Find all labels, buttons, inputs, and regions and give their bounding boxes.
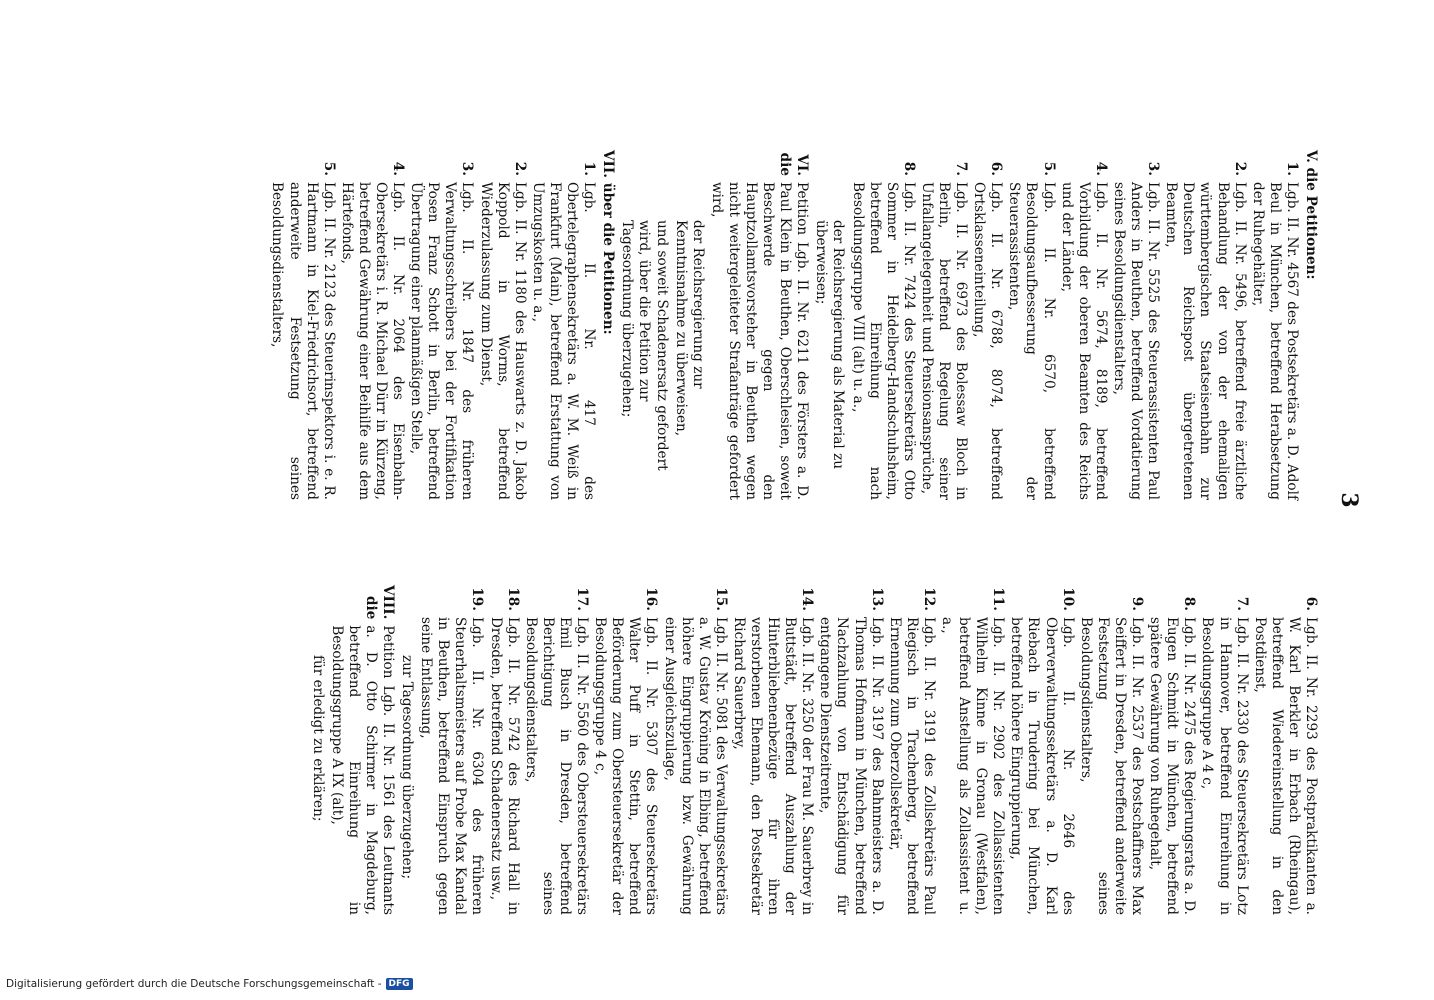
item-number: 3.	[459, 161, 476, 176]
item-number: 5.	[320, 161, 337, 176]
item-text: Lgb. II. Nr. 5496, betreffend freie ärztliche Behandlung der von der ehemaligen württembergischen Staatseisenbahn zur Deutschen Reichspost übergetretenen Beamten,	[1163, 182, 1248, 500]
item-number: 11.	[990, 587, 1007, 611]
list-item	[816, 585, 884, 915]
list-item	[1198, 585, 1249, 915]
item-number: 4.	[390, 161, 407, 176]
item-text: Lgb. II. Nr. 5674, 8189, betreffend Vorbildung der oberen Beamten des Reichs und der Länder,	[1058, 182, 1109, 500]
section-v-heading: V. die Petitionen:	[1303, 150, 1319, 280]
section-vi-heading: VI. die	[777, 152, 811, 176]
list-item	[1005, 150, 1056, 500]
list-item	[918, 150, 969, 500]
list-item	[529, 150, 597, 500]
item-number: 14.	[799, 587, 816, 611]
section-viii	[328, 585, 396, 915]
item-number: 17.	[574, 587, 591, 611]
item-text: Lgb. II. Nr. 3191 des Zollsekretärs Paul Riegisch in Trachenberg, betreffend Ernennung zum Oberzollsekretär,	[886, 617, 937, 915]
item-number: 2.	[511, 161, 528, 176]
list-item	[660, 585, 728, 915]
list-item	[522, 585, 590, 915]
list-item	[848, 150, 916, 500]
right-column	[307, 585, 1319, 915]
item-text: Lgb. II. Nr. 6570, betreffend Besoldungsaufbesserung der Steuerassistenten,	[1006, 182, 1057, 500]
list-item	[1146, 585, 1197, 915]
item-text: Lgb. II. Nr. 6304 des früheren Steuerhaltsmeisters auf Probe Max Kandal in Beuthen, betreffend Einspruch gegen seine Entlassung,	[418, 617, 486, 915]
kenntnis-instruction: der Reichsregierung zur Kenntnisnahme zu überweisen,	[672, 220, 706, 437]
item-number: 8.	[900, 161, 917, 176]
digitization-footer	[6, 978, 413, 990]
item-text: Lgb. II. Nr. 3197 des Bahnmeisters a. D. Thomas Hofmann in München, betreffend Nachzahlung von Entschädigung für entgangene Dienstzeitrente,	[817, 617, 885, 915]
item-number: 1.	[581, 161, 598, 176]
item-text: Lgb. II. Nr. 5307 des Steuersekretärs Walter Puff in Stettin, betreffend Beförderung zum Obersteuersekretär der Besoldungsgruppe 4 c,	[592, 617, 660, 915]
section-vii-heading: VII. über die Petitionen:	[600, 150, 617, 335]
list-item	[1058, 150, 1109, 500]
item-text: Lgb. II. Nr. 5525 des Steuerassistenten Paul Anders in Beuthen, betreffend Vordatierung seines Besoldungsdienstalters,	[1110, 182, 1162, 500]
item-text: Lgb. II. Nr. 6788, 8074, betreffend Ortsklasseneinteilung,	[971, 182, 1005, 500]
item-text: Lgb. II. Nr. 5560 des Obersteuersekretärs Emil Busch in Dresden, betreffend Berichtigung seines Besoldungsdienstalters,	[522, 617, 591, 915]
item-text: Lgb. II. Nr. 4567 des Postsekretärs a. D. Adolf Beul in München, betreffend Herabsetzung der Ruhegehälter,	[1249, 182, 1300, 500]
list-item	[268, 150, 336, 500]
erledigt-instruction: für erledigt zu erklären;	[309, 655, 326, 822]
section-viii-text: Petition Lgb. II. Nr. 1561 des Leutnants a. D. Otto Schirmer in Magdeburg, betreffend Einreihung in Besoldungsgruppe A IX (alt),	[328, 625, 397, 915]
left-column	[267, 150, 1319, 500]
item-text: Lgb. II. Nr. 7424 des Steuersekretärs Otto Sommer in Heidelberg-Handschuhsheim, betreffend Einreihung nach Besoldungsgruppe VIII (alt) u. a.,	[849, 182, 917, 500]
item-number: 9.	[1129, 596, 1146, 611]
list-item	[1007, 585, 1075, 915]
item-text: Lgb. II. Nr. 2537 des Postschaffners Max Seiffert in Dresden, betreffend anderweite Festsetzung seines Besoldungsdienstalters,	[1077, 617, 1146, 915]
list-item	[417, 585, 485, 915]
list-item	[338, 150, 406, 500]
section-viii-heading: VIII. die	[362, 585, 397, 620]
item-text: Lgb. II. Nr. 2902 des Zollassistenten Wilhelm Kinne in Gronau (Westfalen), betreffend Anstellung als Zollassistent u. a.,	[939, 617, 1007, 915]
dfg-logo: DFG	[386, 978, 413, 990]
list-item	[1077, 585, 1145, 915]
page-number: 3	[1336, 492, 1362, 508]
section-vi-text: Petition Lgb. II. Nr. 6211 des Försters a. D. Paul Klein in Beuthen, Oberschlesien, soweit Beschwerde gegen den Hauptzollamtsvorsteher in Beuthen wegen nicht weitergeleiteter Strafanträge gefordert wird,	[708, 182, 811, 500]
list-item	[1249, 150, 1300, 500]
item-number: 13.	[868, 587, 885, 611]
item-number: 16.	[643, 587, 660, 611]
list-item	[1162, 150, 1247, 500]
item-text: Lgb. II. Nr. 2293 des Postpraktikanten a. W. Karl Berkler in Erbach (Rheingau), betreffend Wiedereinstellung in den Postdienst,	[1251, 617, 1319, 915]
item-number: 18.	[504, 587, 521, 611]
item-text: Lgb. II. Nr. 2123 des Steuerinspektors i. e. R. Hartmann in Kiel-Friedrichsort, betreffend anderweite Festsetzung seines Besoldungsdienstalters,	[269, 182, 337, 500]
item-text: Lgb. II. Nr. 1180 des Hauswarts z. D. Jakob Koppold in Worms, betreffend Wiederzulassung zum Dienst,	[477, 182, 528, 500]
item-text: Lgb. II. Nr. 5742 des Richard Hall in Dresden, betreffend Schadenersatz usw.,	[487, 617, 521, 915]
footer-text: Digitalisierung gefördert durch die Deutsche Forschungsgemeinschaft -	[6, 978, 382, 990]
item-text: Lgb. II. Nr. 5081 des Verwaltungssekretärs a. W. Gustav Kröning in Elbing, betreffend höhere Eingruppierung bzw. Gewährung einer Ausgleichszulage,	[661, 617, 729, 915]
list-item	[591, 585, 659, 915]
section-v-list	[848, 150, 1299, 500]
item-text: Lgb. II. Nr. 2646 des Oberverwaltungssekretärs a. D. Karl Riebach in Trudering bei München, betreffend höhere Eingruppierung,	[1008, 617, 1076, 915]
item-number: 6.	[988, 161, 1005, 176]
list-item	[730, 585, 815, 915]
item-number: 12.	[920, 587, 937, 611]
item-number: 15.	[712, 587, 729, 611]
item-number: 8.	[1181, 596, 1198, 611]
list-item	[886, 585, 937, 915]
item-text: Lgb. II. Nr. 3250 der Frau M. Sauerbrey in Buttstädt, betreffend Auszahlung der Hinterbliebenenbezüge für ihren verstorbenen Ehemann, den Postsekretär Richard Sauerbrey,	[730, 617, 816, 915]
item-number: 10.	[1059, 587, 1076, 611]
section-vii-list	[268, 150, 597, 500]
list-item	[477, 150, 528, 500]
section-vii-continued-list	[417, 585, 1319, 915]
item-text: Lgb. II. Nr. 6973 des Bolessaw Bloch in Berlin, betreffend Regelung seiner Unfallangelegenheit und Pensionsansprüche,	[918, 182, 970, 500]
item-number: 5.	[1040, 161, 1057, 176]
item-number: 3.	[1145, 161, 1162, 176]
item-number: 19.	[469, 587, 486, 611]
list-item	[1251, 585, 1319, 915]
item-number: 1.	[1283, 161, 1300, 176]
item-text: Lgb. II. Nr. 2064 des Eisenbahn-Obersekretärs i. R. Michael Dürr in Kürzeng, betreffend Gewährung einer Beihilfe aus dem Härtefonds,	[338, 182, 407, 500]
item-number: 6.	[1303, 596, 1319, 611]
item-number: 7.	[953, 161, 970, 176]
material-instruction: der Reichsregierung als Material zu überweisen;	[813, 220, 847, 470]
item-text: Lgb. II. Nr. 417 des Obertelegraphensekretärs a. W. M. Weiß in Frankfurt (Main), betreffend Erstattung von Umzugskosten u. a.,	[529, 182, 598, 500]
schadenersatz-instruction: und soweit Schadenersatz gefordert wird, über die Petition zur Tagesordnung überzugehen;	[619, 220, 670, 471]
list-item	[407, 150, 475, 500]
list-item	[1110, 150, 1161, 500]
list-item	[970, 150, 1004, 500]
tagesordnung-instruction: zur Tagesordnung überzugehen;	[399, 655, 416, 880]
item-number: 2.	[1231, 161, 1248, 176]
list-item	[487, 585, 521, 915]
section-vi	[708, 150, 811, 500]
item-text: Lgb. II. Nr. 2475 des Regierungsrats a. D. Eugen Schmidt in München, betreffend spätere Gewährung von Ruhegehalt,	[1147, 617, 1198, 915]
item-text: Lgb. II. Nr. 1847 des früheren Verwaltungsschreibers bei der Fortifikation Posen Franz Schott in Berlin, betreffend Übertragung einer planmäßigen Stelle,	[408, 182, 476, 500]
item-number: 7.	[1233, 596, 1250, 611]
item-text: Lgb. II. Nr. 2330 des Steuersekretärs Lotz in Hannover, betreffend Einreihung in Besoldungsgruppe A 4 c,	[1199, 617, 1250, 915]
list-item	[938, 585, 1006, 915]
item-number: 4.	[1092, 161, 1109, 176]
